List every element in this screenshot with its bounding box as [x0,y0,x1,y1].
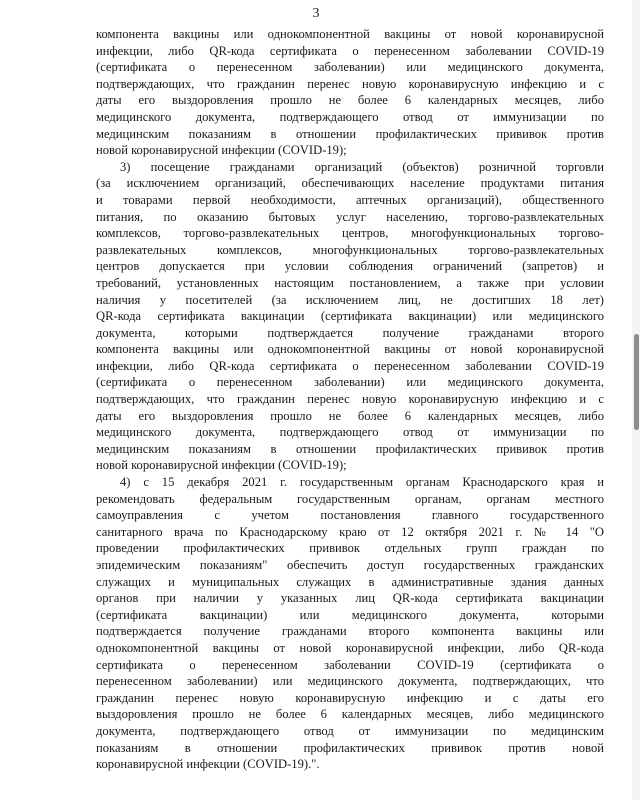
text-line: документа, подтверждающего отвод от иммунизации по медицинским [96,723,604,738]
text-line: (сертификата вакцинации) или медицинского документа, которыми [96,607,604,622]
text-line: однокомпонентной вакцины от новой коронавирусной инфекции, либо QR-кода [96,640,604,655]
text-line: медицинского документа, подтверждающего отвод от иммунизации по [96,109,604,124]
text-line: подтверждающих, что гражданин перенес новую коронавирусную инфекцию и с [96,392,604,407]
text-line: питания, по оказанию бытовых услуг населению, торгово-развлекательных [96,209,604,224]
text-line: новой коронавирусной инфекции (COVID-19); [96,143,347,158]
paragraph-4-first-line: 4) с 15 декабря 2021 г. государственным органам Краснодарского края и [120,475,604,490]
text-line: требований, установленных настоящим постановлением, а также при условии [96,275,604,290]
text-line: комплексов, торгово-развлекательных центров, многофункциональных торгово- [96,226,604,241]
text-line: новой коронавирусной инфекции (COVID-19); [96,458,347,473]
text-line: компонента вакцины или однокомпонентной вакцины от новой коронавирусной [96,27,604,41]
text-line: служащих и муниципальных служащих в административные здания данных [96,574,604,589]
text-line: самоуправления с учетом постановления главного государственного [96,508,604,523]
text-line: и товарами первой необходимости, аптечных организаций), общественного [96,192,604,207]
text-line: гражданин перенес новую коронавирусную инфекцию и с даты его [96,690,604,705]
text-line: медицинским показаниям в отношении профилактических прививок против [96,441,604,456]
text-line: рекомендовать федеральным государственным органам, органам местного [96,491,604,506]
text-line: наличия у посетителей (за исключением лиц, не достигших 18 лет) [96,292,604,307]
text-line: (сертификата о перенесенном заболевании) или медицинского документа, [96,375,604,390]
paragraph-3-first-line: 3) посещение гражданами организаций (объектов) розничной торговли [120,159,604,174]
text-line: коронавирусной инфекции (COVID-19).". [96,757,320,772]
text-line: органов при наличии у указанных лиц QR-кода сертификата вакцинации [96,591,604,606]
text-line: медицинского документа, подтверждающего отвод от иммунизации по [96,425,604,440]
document-body [96,26,604,773]
text-line: даты его выздоровления прошло не более 6 календарных месяцев, либо [96,408,604,423]
text-line: подтверждающих, что гражданин перенес новую коронавирусную инфекцию и с [96,76,604,91]
vertical-scrollbar[interactable] [632,0,640,800]
text-line: проведении профилактических прививок отдельных групп граждан по [96,541,604,556]
text-line: выздоровления прошло не более 6 календарных месяцев, либо медицинского [96,707,604,722]
text-line: медицинским показаниям в отношении профилактических прививок против [96,126,604,141]
text-line: сертификата о перенесенном заболевании COVID-19 (сертификата о [96,657,604,672]
text-line: подтверждается получение гражданами второго компонента вакцины или [96,624,604,639]
text-line: перенесенном заболевании) или медицинского документа, подтверждающих, что [96,674,604,689]
text-line: санитарного врача по Краснодарскому краю от 12 октября 2021 г. № 14 "О [96,524,604,539]
text-line: документа, которыми подтверждается получение гражданами второго [96,325,604,340]
scrollbar-thumb[interactable] [634,334,639,430]
text-line: QR-кода сертификата вакцинации (сертификата вакцинации) или медицинского [96,309,604,324]
text-line: эпидемическим показаниям" обеспечить доступ государственных гражданских [96,558,604,572]
text-line: показаниям в отношении профилактических прививок против новой [96,740,604,755]
text-line: (за исключением организаций, обеспечивающих население продуктами питания [96,176,604,191]
text-line: инфекции, либо QR-кода сертификата о перенесенном заболевании COVID-19 [96,43,604,58]
text-line: даты его выздоровления прошло не более 6 календарных месяцев, либо [96,93,604,108]
text-line: компонента вакцины или однокомпонентной вакцины от новой коронавирусной [96,342,604,357]
text-line: (сертификата о перенесенном заболевании) или медицинского документа, [96,60,604,75]
text-line: инфекции, либо QR-кода сертификата о перенесенном заболевании COVID-19 [96,358,604,373]
text-line: центров допускается при условии соблюдения ограничений (запретов) и [96,259,604,274]
text-line: развлекательных комплексов, многофункциональных торгово-развлекательных [96,242,604,257]
page-number: 3 [312,6,320,21]
